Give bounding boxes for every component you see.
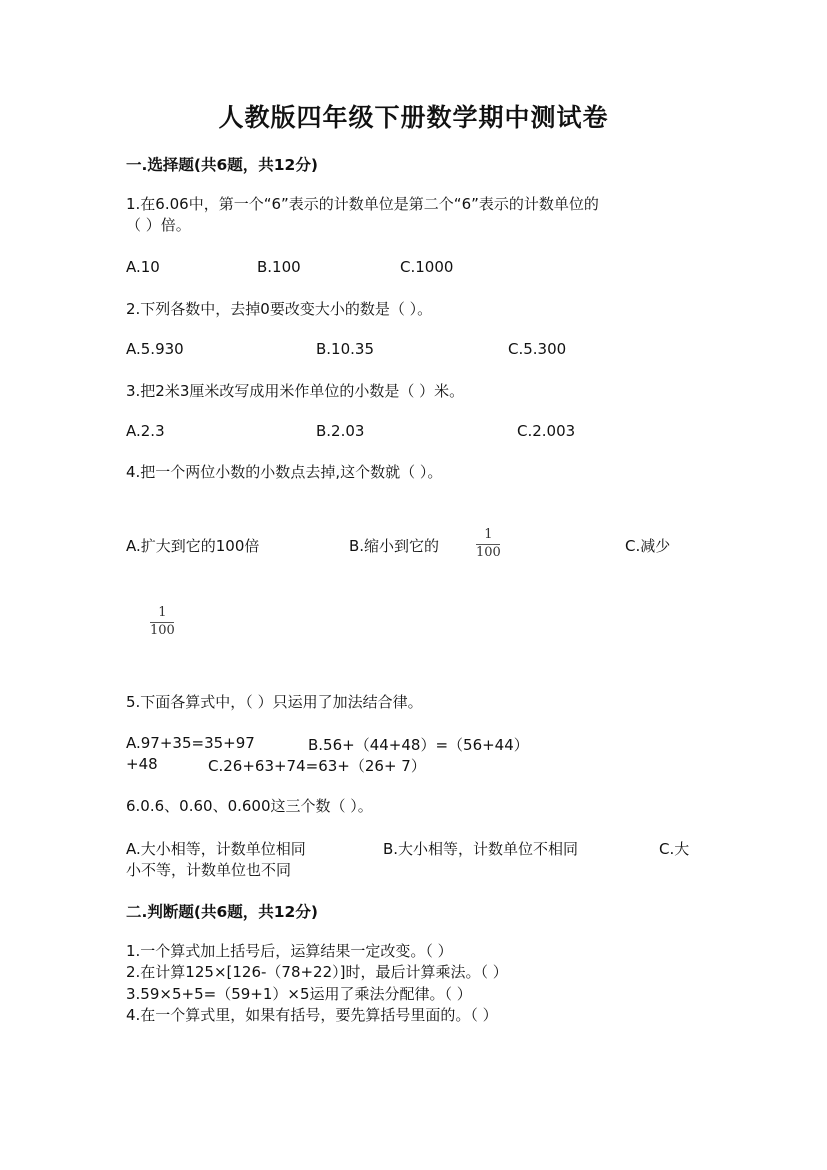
question-2-option-b: B.10.35 xyxy=(316,340,375,358)
judgement-item-2: 2.在计算125×[126-（78+22）]时，最后计算乘法。（ ） xyxy=(126,963,508,981)
question-6-option-c: C.大 xyxy=(659,840,690,858)
question-6-text: 6.0.6、0.60、0.600这三个数（ ）。 xyxy=(126,797,373,815)
question-3-option-a: A.2.3 xyxy=(126,422,165,440)
question-3-text: 3.把2米3厘米改写成用米作单位的小数是（ ）米。 xyxy=(126,382,465,400)
question-4-option-b: B.缩小到它的 xyxy=(349,537,440,555)
question-4-option-a: A.扩大到它的100倍 xyxy=(126,537,260,555)
question-2-text: 2.下列各数中，去掉0要改变大小的数是（ ）。 xyxy=(126,300,433,318)
question-5-option-b-cont: +48 xyxy=(126,755,158,773)
question-6-option-c-cont: 小不等，计数单位也不同 xyxy=(126,861,292,879)
question-5-option-a: A.97+35=35+97 xyxy=(126,734,255,752)
question-1-text-cont: （ ）倍。 xyxy=(126,216,191,234)
question-1-option-b: B.100 xyxy=(257,258,301,276)
fraction-numerator: 1 xyxy=(484,527,493,542)
fraction-one-hundredth xyxy=(476,528,501,560)
question-5-option-c: C.26+63+74=63+（26+ 7） xyxy=(208,757,426,775)
page-title: 人教版四年级下册数学期中测试卷 xyxy=(218,103,609,132)
judgement-item-1: 1.一个算式加上括号后，运算结果一定改变。（ ） xyxy=(126,942,453,960)
judgement-item-4: 4.在一个算式里，如果有括号，要先算括号里面的。（ ） xyxy=(126,1006,498,1024)
question-3-option-c: C.2.003 xyxy=(517,422,576,440)
fraction-one-hundredth-c xyxy=(150,606,175,638)
question-6-option-a: A.大小相等，计数单位相同 xyxy=(126,840,306,858)
section-heading-choice: 一.选择题(共6题，共12分) xyxy=(126,156,318,174)
question-6-option-b: B.大小相等，计数单位不相同 xyxy=(383,840,579,858)
question-1-option-c: C.1000 xyxy=(400,258,454,276)
question-3-option-b: B.2.03 xyxy=(316,422,365,440)
question-4-text: 4.把一个两位小数的小数点去掉,这个数就（ ）。 xyxy=(126,463,443,481)
section-heading-judgement: 二.判断题(共6题，共12分) xyxy=(126,903,318,921)
fraction-denominator: 100 xyxy=(150,623,175,638)
fraction-denominator: 100 xyxy=(476,545,501,560)
fraction-numerator: 1 xyxy=(158,605,167,620)
question-1-option-a: A.10 xyxy=(126,258,160,276)
question-1-text: 1.在6.06中，第一个“6”表示的计数单位是第二个“6”表示的计数单位的 xyxy=(126,195,599,213)
judgement-item-3: 3.59×5+5=（59+1）×5运用了乘法分配律。（ ） xyxy=(126,985,472,1003)
question-2-option-c: C.5.300 xyxy=(508,340,567,358)
question-5-option-b: B.56+（44+48）=（56+44） xyxy=(308,736,529,754)
question-2-option-a: A.5.930 xyxy=(126,340,184,358)
question-4-option-c: C.减少 xyxy=(625,537,671,555)
question-5-text: 5.下面各算式中，（ ）只运用了加法结合律。 xyxy=(126,693,423,711)
